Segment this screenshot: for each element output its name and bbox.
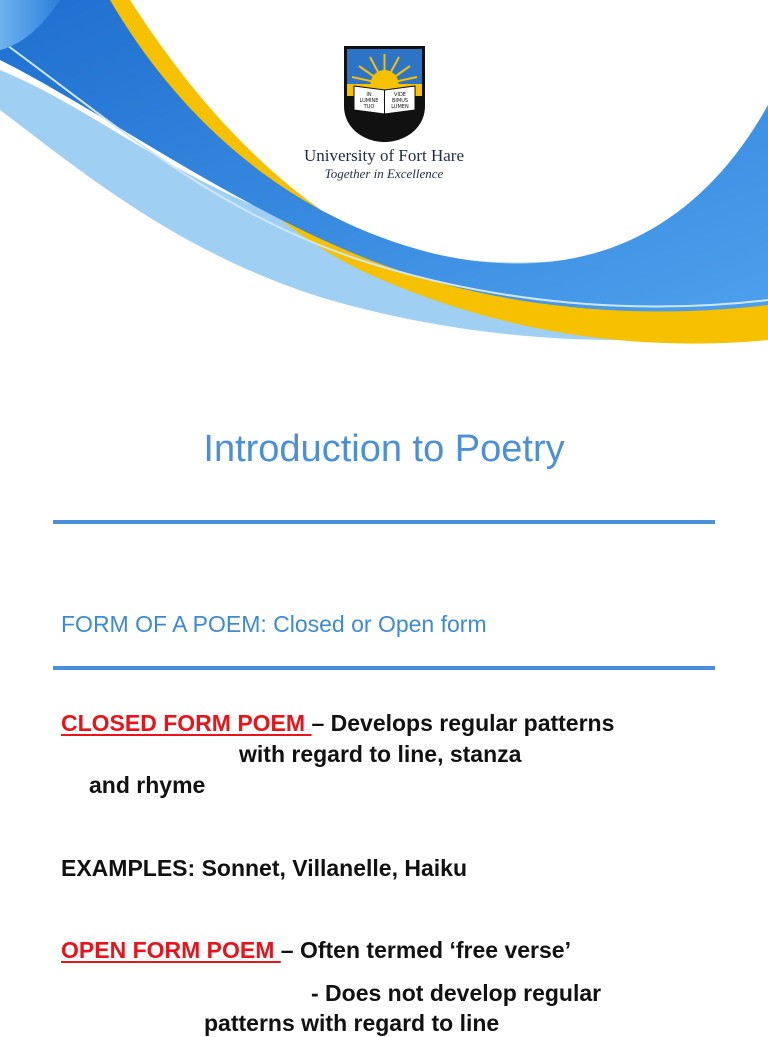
closed-form-definition-3: and rhyme (89, 772, 206, 798)
open-form-line-1 (61, 937, 571, 964)
crest-motto-4: VIDE (394, 92, 406, 98)
university-crest-logo (342, 44, 427, 144)
university-name: University of Fort Hare (303, 146, 465, 165)
open-form-definition-1: – Often termed ‘free verse’ (280, 937, 571, 963)
examples-line: EXAMPLES: Sonnet, Villanelle, Haiku (61, 855, 468, 881)
crest-motto-1: IN (366, 92, 372, 98)
slide-title: Introduction to Poetry (203, 428, 565, 470)
crest-motto-2: LUMINE (359, 98, 379, 104)
open-form-term: OPEN FORM POEM (61, 937, 281, 963)
crest-motto-6: LUMEN (391, 104, 409, 110)
title-divider (53, 520, 715, 524)
closed-form-term: CLOSED FORM POEM (61, 710, 312, 736)
closed-form-line-1 (61, 710, 614, 737)
closed-form-definition-1: – Develops regular patterns (311, 710, 615, 736)
crest-motto-3: TUO (363, 104, 375, 110)
open-form-definition-3: patterns with regard to line (204, 1010, 500, 1036)
closed-form-definition-2: with regard to line, stanza (239, 741, 522, 767)
section-heading: FORM OF A POEM: Closed or Open form (61, 611, 487, 637)
open-form-definition-2: - Does not develop regular (311, 980, 602, 1006)
section-divider (53, 666, 715, 670)
crest-motto-5: BIMUS (391, 98, 409, 104)
university-tagline: Together in Excellence (324, 166, 444, 181)
